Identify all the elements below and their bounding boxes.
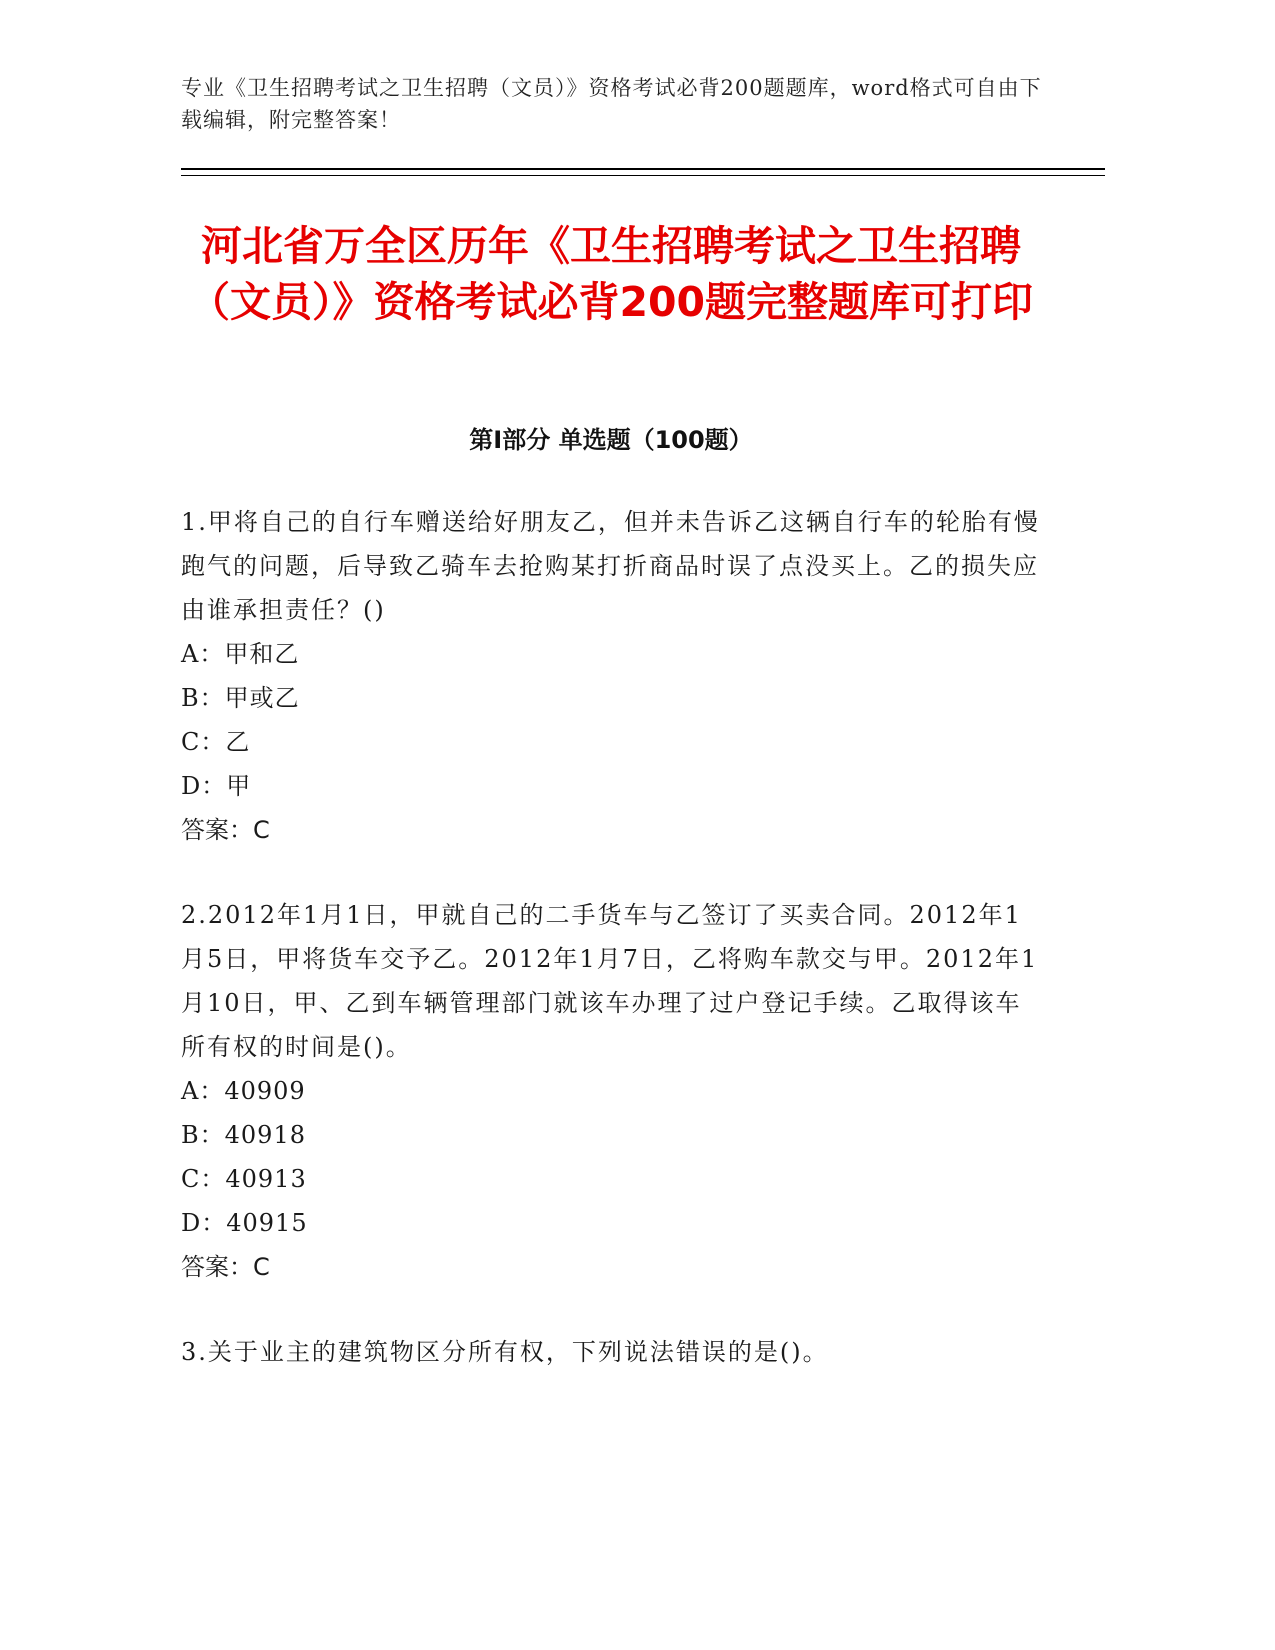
- option-c: C：乙: [181, 728, 251, 756]
- option-b: B：甲或乙: [181, 684, 300, 712]
- answer: 答案：C: [181, 1253, 270, 1281]
- question-stem: 1.甲将自己的自行车赠送给好朋友乙，但并未告诉乙这辆自行车的轮胎有慢跑气的问题，后导致乙骑车去抢购某打折商品时误了点没买上。乙的损失应由谁承担责任？(): [181, 508, 1040, 624]
- header-divider: [181, 168, 1105, 170]
- option-d: D：40915: [181, 1209, 308, 1237]
- option-a: A：甲和乙: [181, 640, 300, 668]
- option-c: C：40913: [181, 1165, 307, 1193]
- section-title: 第I部分 单选题（100题）: [469, 426, 753, 454]
- question-stem: 2.2012年1月1日，甲就自己的二手货车与乙签订了买卖合同。2012年1月5日，甲将货车交予乙。2012年1月7日，乙将购车款交与甲。2012年1月10日，甲、乙到车辆管理部门就该车办理了过户登记手续。乙取得该车所有权的时间是()。: [181, 901, 1039, 1061]
- option-d: D：甲: [181, 772, 252, 800]
- option-b: B：40918: [181, 1121, 306, 1149]
- document-title: 河北省万全区历年《卫生招聘考试之卫生招聘（文员）》资格考试必背200题完整题库可打印: [188, 222, 1034, 326]
- question-3: [181, 1330, 1041, 1374]
- header-note: 专业《卫生招聘考试之卫生招聘（文员）》资格考试必背200题题库，word格式可自由下载编辑，附完整答案！: [181, 76, 1042, 132]
- question-stem: 3.关于业主的建筑物区分所有权，下列说法错误的是()。: [181, 1338, 829, 1366]
- answer: 答案：C: [181, 816, 270, 844]
- question-1: [181, 500, 1041, 852]
- option-a: A：40909: [181, 1077, 306, 1105]
- header-divider-thin: [181, 175, 1105, 176]
- question-2: [181, 893, 1041, 1289]
